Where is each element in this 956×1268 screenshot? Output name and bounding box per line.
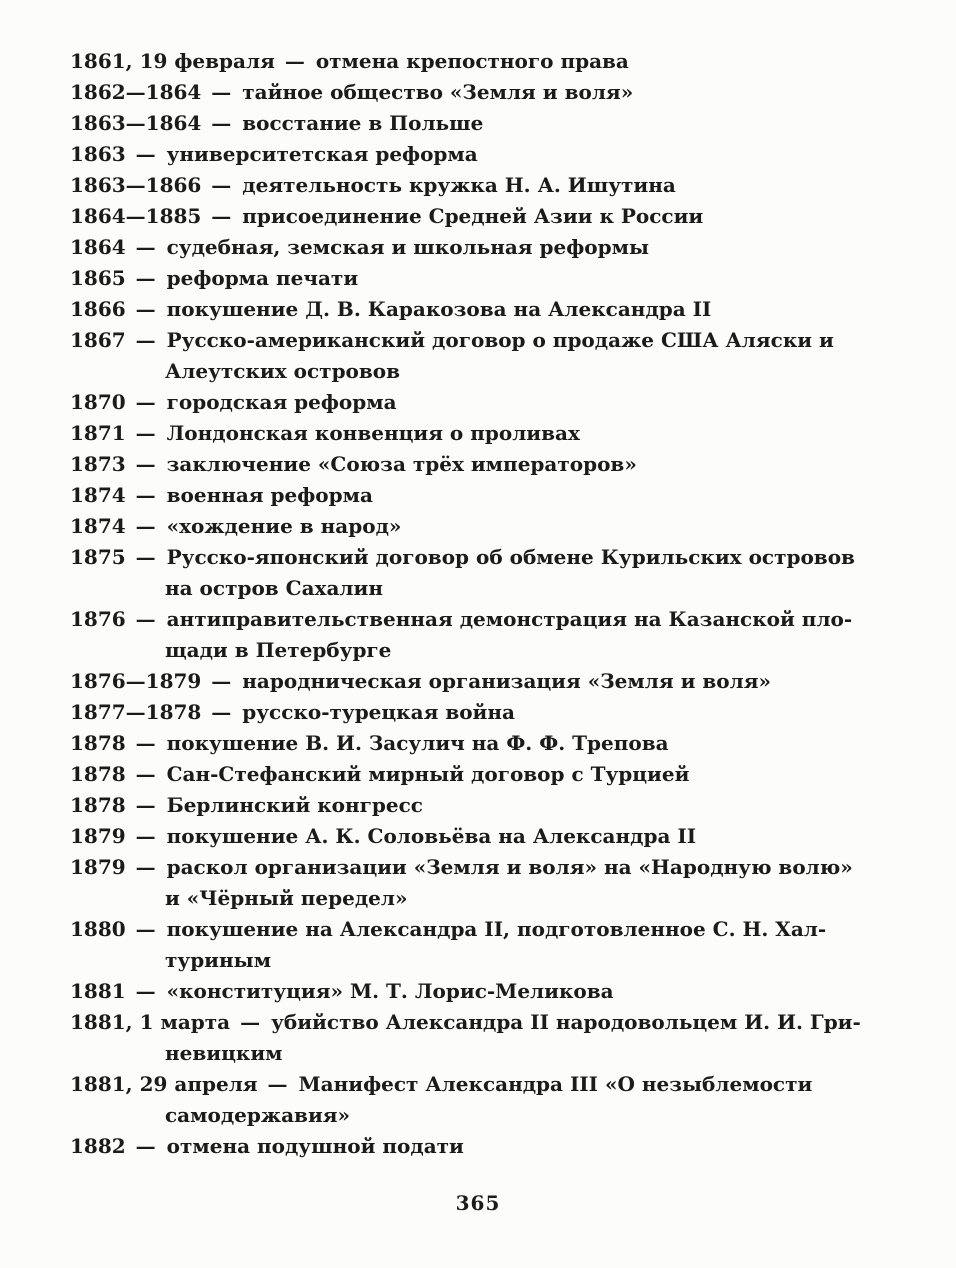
entry-text: заключение «Союза трёх императоров» [166,452,637,476]
entry-text: покушение на Александра II, подготовленное С. Н. Хал- [166,917,827,941]
entry-text: военная реформа [166,483,373,507]
timeline-entry [70,263,920,294]
entry-continuation-line: самодержавия» [165,1103,351,1127]
entry-first-line [70,852,920,883]
entry-first-line [70,201,920,232]
entry-continuation-line: щади в Петербурге [165,638,392,662]
entry-dash: — [128,979,163,1003]
entry-date: 1871 [70,421,126,445]
entry-text: отмена крепостного права [315,49,629,73]
entry-text: покушение Д. В. Каракозова на Александра II [166,297,712,321]
entry-text: русско-турецкая война [242,700,515,724]
entry-date: 1881, 29 апреля [70,1072,258,1096]
entry-date: 1867 [70,328,126,352]
timeline-entry [70,480,920,511]
timeline-entry [70,449,920,480]
entry-text: Сан-Стефанский мирный договор с Турцией [166,762,690,786]
entry-first-line [70,728,920,759]
timeline-entry [70,170,920,201]
entry-first-line [70,1069,920,1100]
entry-dash: — [128,142,163,166]
timeline-entry [70,325,920,387]
entry-date: 1864 [70,235,126,259]
entry-first-line [70,418,920,449]
entry-date: 1865 [70,266,126,290]
entry-text: судебная, земская и школьная реформы [166,235,650,259]
entry-date: 1878 [70,731,126,755]
entry-dash: — [128,762,163,786]
page-number: 365 [455,1191,501,1215]
entry-date: 1874 [70,514,126,538]
entry-text: тайное общество «Земля и воля» [242,80,634,104]
entry-text: «конституция» М. Т. Лорис-Меликова [166,979,614,1003]
entry-dash: — [128,793,163,817]
entry-dash: — [204,111,239,135]
entry-date: 1862—1864 [70,80,202,104]
entry-first-line [70,759,920,790]
timeline-entry [70,232,920,263]
timeline-entry [70,1007,920,1069]
entry-text: присоединение Средней Азии к России [242,204,704,228]
entry-date: 1879 [70,824,126,848]
timeline-entry [70,790,920,821]
entry-first-line [70,821,920,852]
entry-dash: — [204,669,239,693]
entry-first-line [70,1007,920,1038]
entry-first-line [70,914,920,945]
timeline-entry [70,108,920,139]
entry-first-line [70,480,920,511]
entry-date: 1878 [70,762,126,786]
entry-date: 1874 [70,483,126,507]
entry-date: 1866 [70,297,126,321]
entry-text: Манифест Александра III «О незыблемости [298,1072,813,1096]
entry-date: 1881, 1 марта [70,1010,231,1034]
timeline-entry [70,294,920,325]
timeline-entry [70,852,920,914]
timeline-entry [70,139,920,170]
entry-first-line [70,325,920,356]
entry-dash: — [128,328,163,352]
entry-first-line [70,46,920,77]
entry-text: народническая организация «Земля и воля» [242,669,772,693]
timeline-entry [70,1069,920,1131]
entry-dash: — [128,855,163,879]
entry-continuation-line: и «Чёрный передел» [165,886,408,910]
entry-dash: — [128,483,163,507]
entry-dash: — [204,173,239,197]
entry-text: раскол организации «Земля и воля» на «Народную волю» [166,855,853,879]
entry-text: Русско-американский договор о продаже США Аляски и [166,328,834,352]
entry-text: Берлинский конгресс [166,793,423,817]
entry-dash: — [128,235,163,259]
entry-text: «хождение в народ» [166,514,402,538]
timeline-entry [70,666,920,697]
entry-first-line [70,263,920,294]
timeline-entry [70,697,920,728]
entry-date: 1864—1885 [70,204,202,228]
timeline-entry [70,542,920,604]
entry-text: реформа печати [166,266,359,290]
entry-first-line [70,790,920,821]
entry-dash: — [204,204,239,228]
entry-first-line [70,387,920,418]
timeline-entry [70,914,920,976]
entry-continuation-line: на остров Сахалин [165,576,383,600]
entry-dash: — [128,607,163,631]
entry-continuation-line: туриным [165,948,272,972]
entry-dash: — [260,1072,295,1096]
entry-first-line [70,1131,920,1162]
entry-date: 1863—1866 [70,173,202,197]
entry-date: 1876 [70,607,126,631]
entry-date: 1877—1878 [70,700,202,724]
entry-date: 1876—1879 [70,669,202,693]
entry-dash: — [128,1134,163,1158]
entry-date: 1861, 19 февраля [70,49,275,73]
timeline-entry [70,821,920,852]
entry-text: университетская реформа [166,142,478,166]
entry-text: покушение А. К. Соловьёва на Александра II [166,824,697,848]
timeline-entry [70,201,920,232]
timeline-entry [70,77,920,108]
entry-first-line [70,542,920,573]
entry-first-line [70,976,920,1007]
entry-date: 1863—1864 [70,111,202,135]
entry-first-line [70,697,920,728]
entry-date: 1882 [70,1134,126,1158]
entry-date: 1873 [70,452,126,476]
entry-first-line [70,139,920,170]
entry-dash: — [128,390,163,414]
timeline-entry [70,418,920,449]
entry-dash: — [128,545,163,569]
entry-dash: — [128,266,163,290]
entry-date: 1879 [70,855,126,879]
entry-dash: — [277,49,312,73]
entry-continuation-line: Алеутских островов [165,359,401,383]
entry-dash: — [128,514,163,538]
entry-dash: — [128,452,163,476]
entry-dash: — [128,421,163,445]
entry-first-line [70,449,920,480]
timeline-entry [70,1131,920,1162]
timeline-entry [70,46,920,77]
entry-date: 1881 [70,979,126,1003]
entry-dash: — [128,297,163,321]
entry-first-line [70,170,920,201]
timeline-entry [70,387,920,418]
entry-dash: — [128,824,163,848]
entry-first-line [70,511,920,542]
entry-dash: — [204,80,239,104]
timeline-entry [70,728,920,759]
entry-date: 1870 [70,390,126,414]
entry-text: городская реформа [166,390,397,414]
entry-continuation-line: невицким [165,1041,283,1065]
entry-text: Русско-японский договор об обмене Курильских островов [166,545,855,569]
entry-text: отмена подушной подати [166,1134,464,1158]
entry-dash: — [128,917,163,941]
entry-dash: — [128,731,163,755]
timeline-entry [70,759,920,790]
entry-first-line [70,108,920,139]
entry-first-line [70,604,920,635]
entry-first-line [70,666,920,697]
entry-text: убийство Александра II народовольцем И. И. Гри- [271,1010,861,1034]
entry-date: 1878 [70,793,126,817]
timeline-entry [70,604,920,666]
entry-text: восстание в Польше [242,111,484,135]
entry-date: 1875 [70,545,126,569]
entry-date: 1880 [70,917,126,941]
entry-first-line [70,77,920,108]
entry-text: деятельность кружка Н. А. Ишутина [242,173,676,197]
entry-text: антиправительственная демонстрация на Казанской пло- [166,607,853,631]
timeline-entry [70,511,920,542]
timeline-entry [70,976,920,1007]
entry-dash: — [233,1010,268,1034]
entry-text: покушение В. И. Засулич на Ф. Ф. Трепова [166,731,669,755]
entry-text: Лондонская конвенция о проливах [166,421,580,445]
entry-dash: — [204,700,239,724]
entry-date: 1863 [70,142,126,166]
entry-first-line [70,232,920,263]
entry-first-line [70,294,920,325]
